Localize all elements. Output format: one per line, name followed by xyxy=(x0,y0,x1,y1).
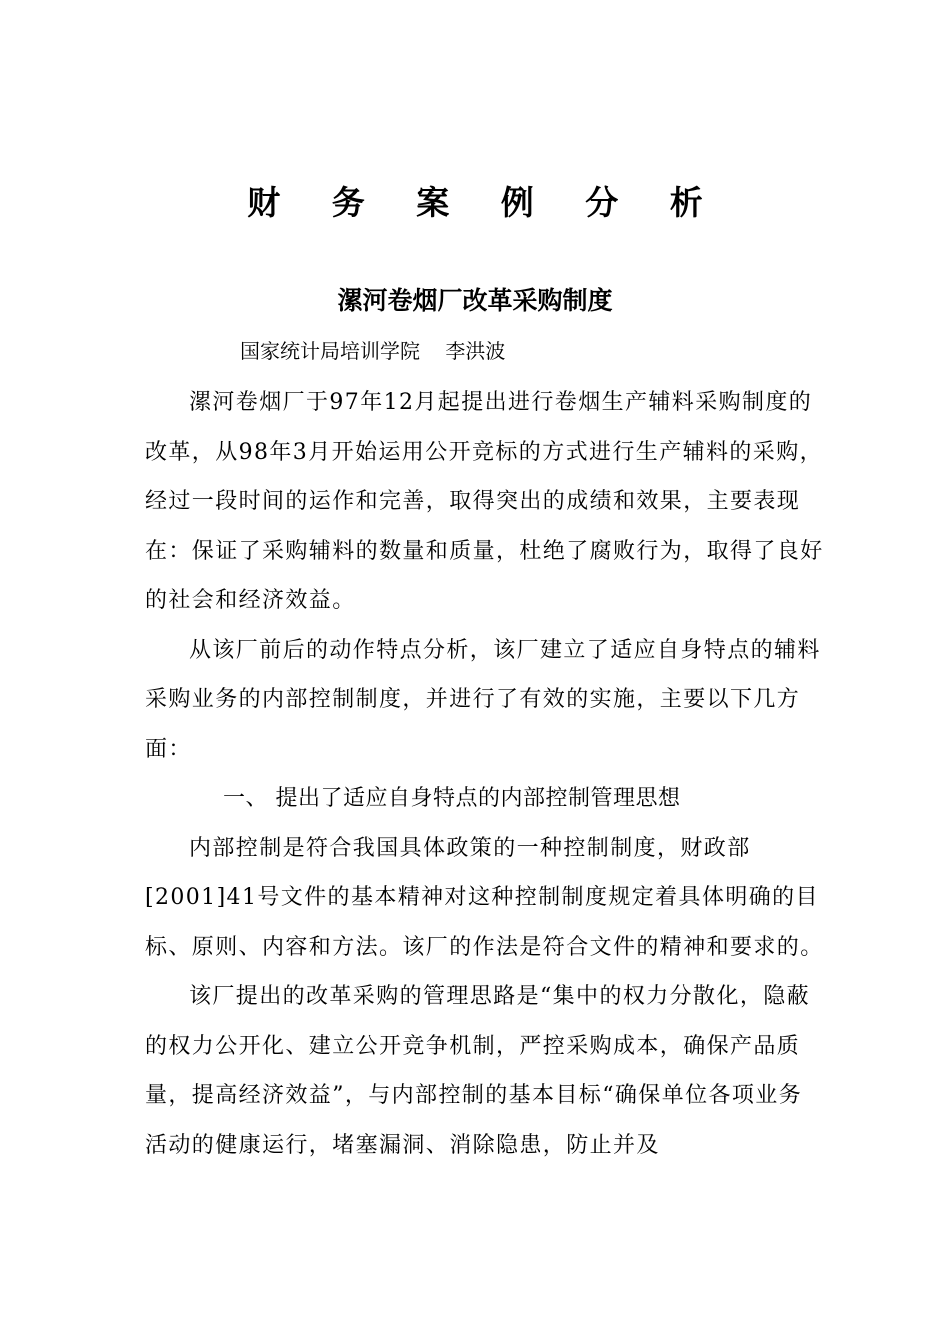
document-body xyxy=(145,378,825,1170)
document-subtitle: 漯河卷烟厂改革采购制度 xyxy=(337,286,613,315)
document-title: 财 务 案 例 分 析 xyxy=(247,183,723,222)
section-heading: 一、 提出了适应自身特点的内部控制管理思想 xyxy=(223,786,681,811)
paragraph: 漯河卷烟厂于97年12月起提出进行卷烟生产辅料采购制度的改革，从98年3月开始运用公开竞标的方式进行生产辅料的采购，经过一段时间的运作和完善，取得突出的成绩和效果，主要表现在：保证了采购辅料的数量和质量，杜绝了腐败行为，取得了良好的社会和经济效益。 xyxy=(145,390,824,613)
paragraph: 内部控制是符合我国具体政策的一种控制制度，财政部[2001]41号文件的基本精神对这种控制制度规定着具体明确的目标、原则、内容和方法。该厂的作法是符合文件的精神和要求的。 xyxy=(145,835,824,960)
paragraph: 从该厂前后的动作特点分析，该厂建立了适应自身特点的辅料采购业务的内部控制制度，并进行了有效的实施，主要以下几方面： xyxy=(145,637,821,762)
paragraph: 该厂提出的改革采购的管理思路是“集中的权力分散化，隐蔽的权力公开化、建立公开竞争机制，严控采购成本，确保产品质量，提高经济效益”，与内部控制的基本目标“确保单位各项业务活动的健康运行，堵塞漏洞、消除隐患，防止并及 xyxy=(145,984,811,1158)
author-line: 国家统计局培训学院 李洪波 xyxy=(240,339,506,363)
